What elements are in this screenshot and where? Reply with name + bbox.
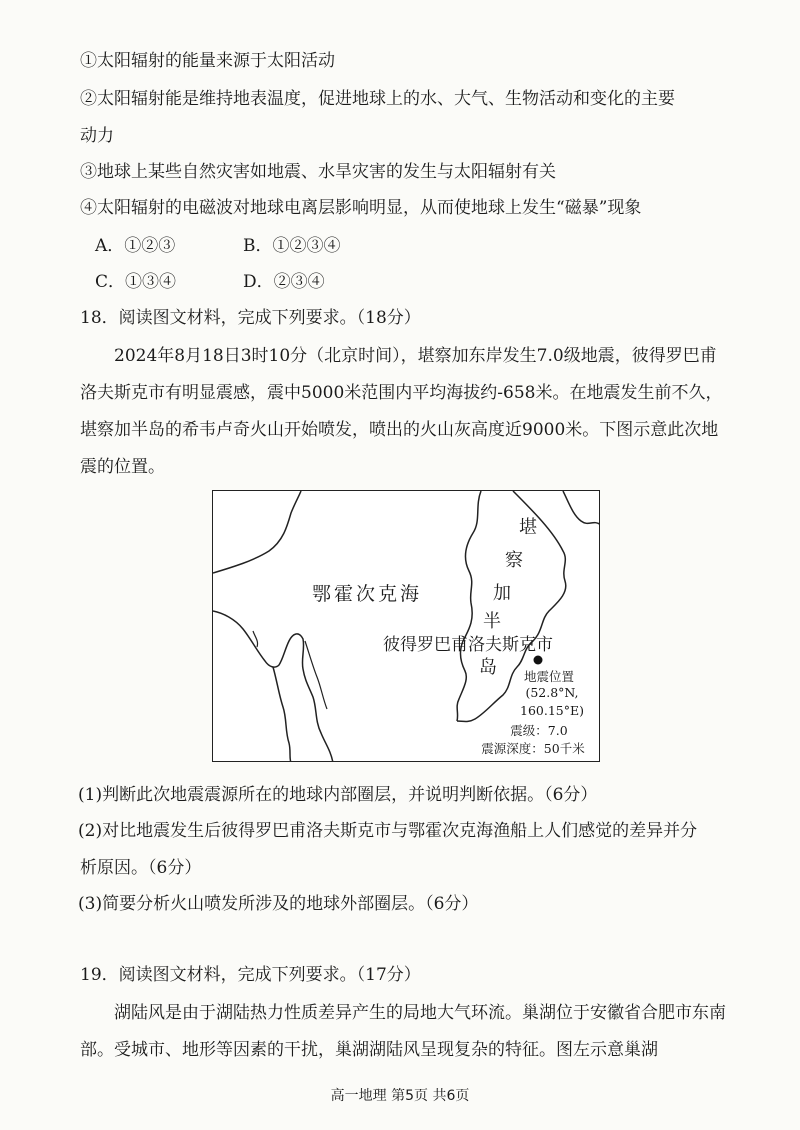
quake-title: 地震位置 bbox=[523, 669, 574, 684]
sea-label: 鄂霍次克海 bbox=[312, 583, 423, 605]
q17-statement-2-line2: 动力 bbox=[80, 126, 114, 146]
q19-header: 19．阅读图文材料，完成下列要求。（17分） bbox=[80, 965, 421, 985]
q18-sub2-line1: (2)对比地震发生后彼得罗巴甫洛夫斯克市与鄂霍次克海渔船上人们感觉的差异并分 bbox=[78, 821, 698, 841]
q19-material-paragraph: 湖陆风是由于湖陆热力性质差异产生的局地大气环流。巢湖位于安徽省合肥市东南部。受城市、地形等因素的干扰，巢湖湖陆风呈现复杂的特征。图左示意巢湖 bbox=[80, 1003, 726, 1060]
q18-sub1: (1)判断此次地震震源所在的地球内部圈层，并说明判断依据。（6分） bbox=[78, 785, 598, 805]
quake-lat: (52.8°N, bbox=[525, 685, 579, 700]
earthquake-location-map bbox=[212, 490, 600, 762]
q17-statement-1: ①太阳辐射的能量来源于太阳活动 bbox=[80, 51, 335, 71]
option-d: D．②③④ bbox=[243, 272, 325, 292]
q17-statement-4: ④太阳辐射的电磁波对地球电离层影响明显，从而使地球上发生“磁暴”现象 bbox=[80, 198, 642, 218]
peninsula-char-3: 加 bbox=[493, 583, 511, 604]
quake-depth: 震源深度：50千米 bbox=[481, 741, 585, 756]
peninsula-char-1: 堪 bbox=[519, 517, 537, 538]
q18-sub2-line2: 析原因。（6分） bbox=[80, 858, 202, 878]
q18-header: 18．阅读图文材料，完成下列要求。（18分） bbox=[80, 308, 421, 328]
q18-material-paragraph: 2024年8月18日3时10分（北京时间），堪察加东岸发生7.0级地震，彼得罗巴甫洛夫斯克市有明显震感，震中5000米范围内平均海拔约-658米。在地震发生前不久，堪察加半岛的希韦卢奇火山开始喷发，喷出的火山灰高度近9000米。下图示意此次地震的位置。 bbox=[80, 346, 723, 477]
q18-sub3: (3)简要分析火山喷发所涉及的地球外部圈层。（6分） bbox=[78, 894, 479, 914]
quake-lon: 160.15°E) bbox=[520, 703, 584, 718]
q17-statement-2-line1: ②太阳辐射能是维持地表温度，促进地球上的水、大气、生物活动和变化的主要 bbox=[80, 89, 675, 109]
peninsula-char-4: 半 bbox=[483, 611, 501, 632]
option-b: B．①②③④ bbox=[243, 236, 341, 256]
option-c: C．①③④ bbox=[95, 272, 177, 292]
q17-statement-3: ③地球上某些自然灾害如地震、水旱灾害的发生与太阳辐射有关 bbox=[80, 162, 556, 182]
q17-options-row1 bbox=[95, 234, 341, 258]
city-label: 彼得罗巴甫洛夫斯克市 bbox=[383, 635, 553, 655]
earthquake-marker bbox=[534, 656, 543, 665]
quake-magnitude: 震级：7.0 bbox=[510, 723, 568, 738]
peninsula-char-2: 察 bbox=[505, 550, 523, 571]
option-a: A．①②③ bbox=[95, 236, 176, 256]
peninsula-char-5: 岛 bbox=[479, 657, 497, 678]
page-footer: 高一地理 第5页 共6页 bbox=[330, 1088, 470, 1104]
q17-options-row2 bbox=[95, 270, 325, 294]
